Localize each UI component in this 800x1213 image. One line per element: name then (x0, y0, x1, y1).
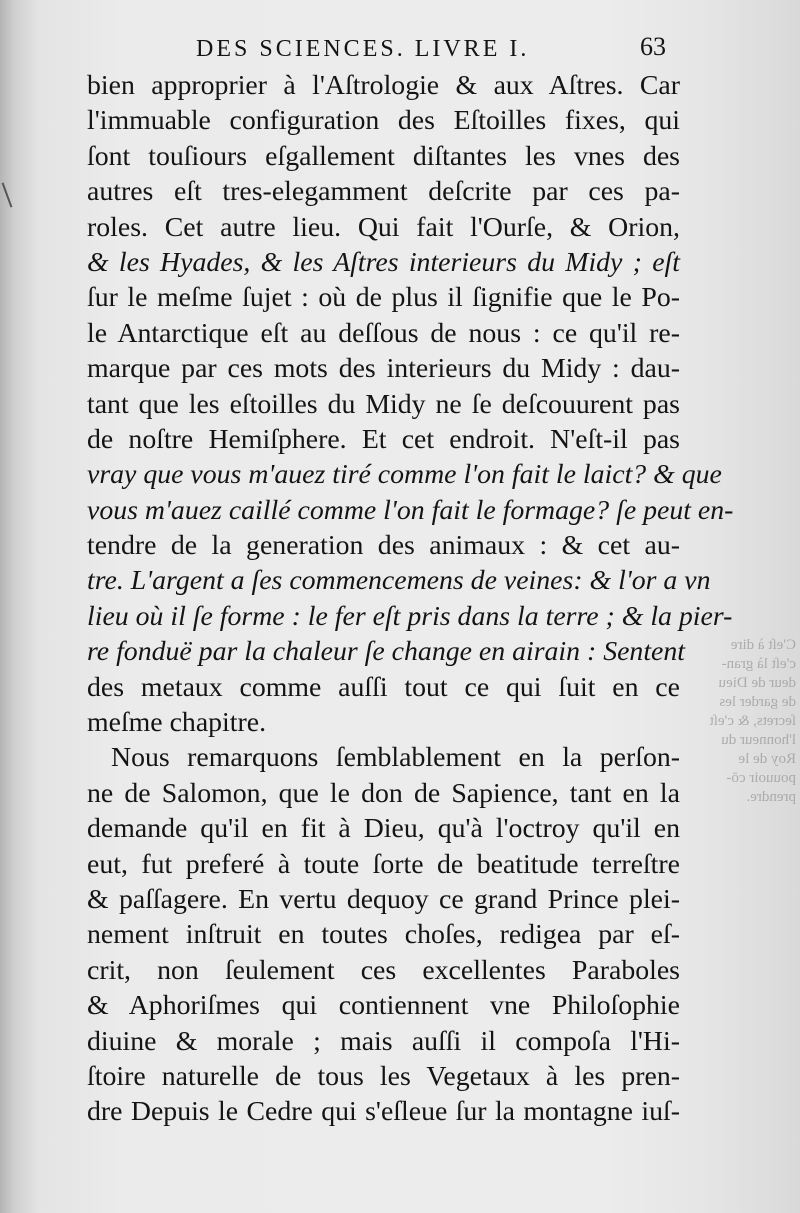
text-line: demande qu'il en fit à Dieu, qu'à l'octroy qu'il en (87, 813, 680, 845)
text-line: roles. Cet autre lieu. Qui fait l'Ourſe, & Orion, (87, 211, 680, 243)
bleed-line: prendre. (746, 789, 796, 805)
text-line: nement inſtruit en toutes choſes, redigea par eſ- (87, 919, 680, 951)
text-line: tant que les eſtoilles du Midy ne ſe deſcouurent pas (87, 388, 680, 420)
text-line: & paſſagere. En vertu dequoy ce grand Prince plei- (87, 883, 680, 915)
text-line: ſtoire naturelle de tous les Vegetaux à les pren- (87, 1060, 680, 1092)
margin-mark (2, 182, 13, 207)
page-number: 63 (640, 32, 666, 61)
text-line: ſur le meſme ſujet : où de plus il ſignifie que le Po- (87, 282, 680, 314)
text-line: meſme chapitre. (87, 707, 267, 739)
text-line: autres eſt tres-elegamment deſcrite par ces pa- (87, 176, 680, 208)
text-line: tre. L'argent a ſes commencemens de veines: & l'or a vn (87, 565, 711, 597)
bleed-line: pouuoir cō- (726, 770, 796, 786)
text-line: ſont touſiours eſgallement diſtantes les vnes des (87, 140, 680, 172)
text-line: & les Hyades, & les Aſtres interieurs du Midy ; eſt (87, 246, 680, 278)
text-line: tendre de la generation des animaux : & cet au- (87, 530, 680, 562)
bleed-line: l'honneur du (721, 732, 796, 748)
text-line: crit, non ſeulement ces excellentes Paraboles (87, 954, 680, 986)
text-line: & Aphoriſmes qui contiennent vne Philoſophie (87, 990, 680, 1022)
bleed-line: c'eſt là gran- (721, 656, 796, 672)
text-line: diuine & morale ; mais auſſi il compoſa l'Hi- (87, 1025, 680, 1057)
text-line: de noſtre Hemiſphere. Et cet endroit. N'eſt-il pas (87, 423, 680, 455)
bleed-line: deur de Dieu (718, 675, 796, 691)
running-title: DES SCIENCES. LIVRE I. (196, 36, 530, 62)
bleed-line: de garder les (719, 694, 796, 710)
bleed-through-text (686, 636, 796, 807)
text-line: lieu où il ſe forme : le fer eſt pris dans la terre ; & la pier- (87, 600, 733, 632)
text-line: vray que vous m'auez tiré comme l'on fait le laict? & que (87, 459, 722, 491)
body-text (87, 68, 734, 1130)
text-line: ne de Salomon, que le don de Sapience, tant en la (87, 777, 680, 809)
text-line: dre Depuis le Cedre qui s'eſleue ſur la montagne iuſ- (87, 1096, 680, 1128)
text-line: marque par ces mots des interieurs du Midy : dau- (87, 353, 680, 385)
text-line: Nous remarquons ſemblablement en la perſon- (111, 742, 680, 774)
bleed-line: Roy de le (738, 751, 796, 767)
text-line: des metaux comme auſſi tout ce qui ſuit en ce (87, 671, 680, 703)
text-line: re fonduë par la chaleur ſe change en airain : Sentent (87, 636, 686, 668)
running-header (196, 32, 666, 72)
text-line: vous m'auez caillé comme l'on fait le formage? ſe peut en- (87, 494, 734, 526)
text-line: bien approprier à l'Aſtrologie & aux Aſtres. Car (87, 70, 680, 101)
bleed-line: C'eſt à dire (730, 637, 796, 653)
text-line: le Antarctique eſt au deſſous de nous : ce qu'il re- (87, 317, 680, 349)
text-line: eut, fut preferé à toute ſorte de beatitude terreſtre (87, 848, 680, 880)
text-line: l'immuable configuration des Eſtoilles fixes, qui (87, 105, 680, 137)
bleed-line: ſecrets, & c'eſt (709, 713, 796, 729)
